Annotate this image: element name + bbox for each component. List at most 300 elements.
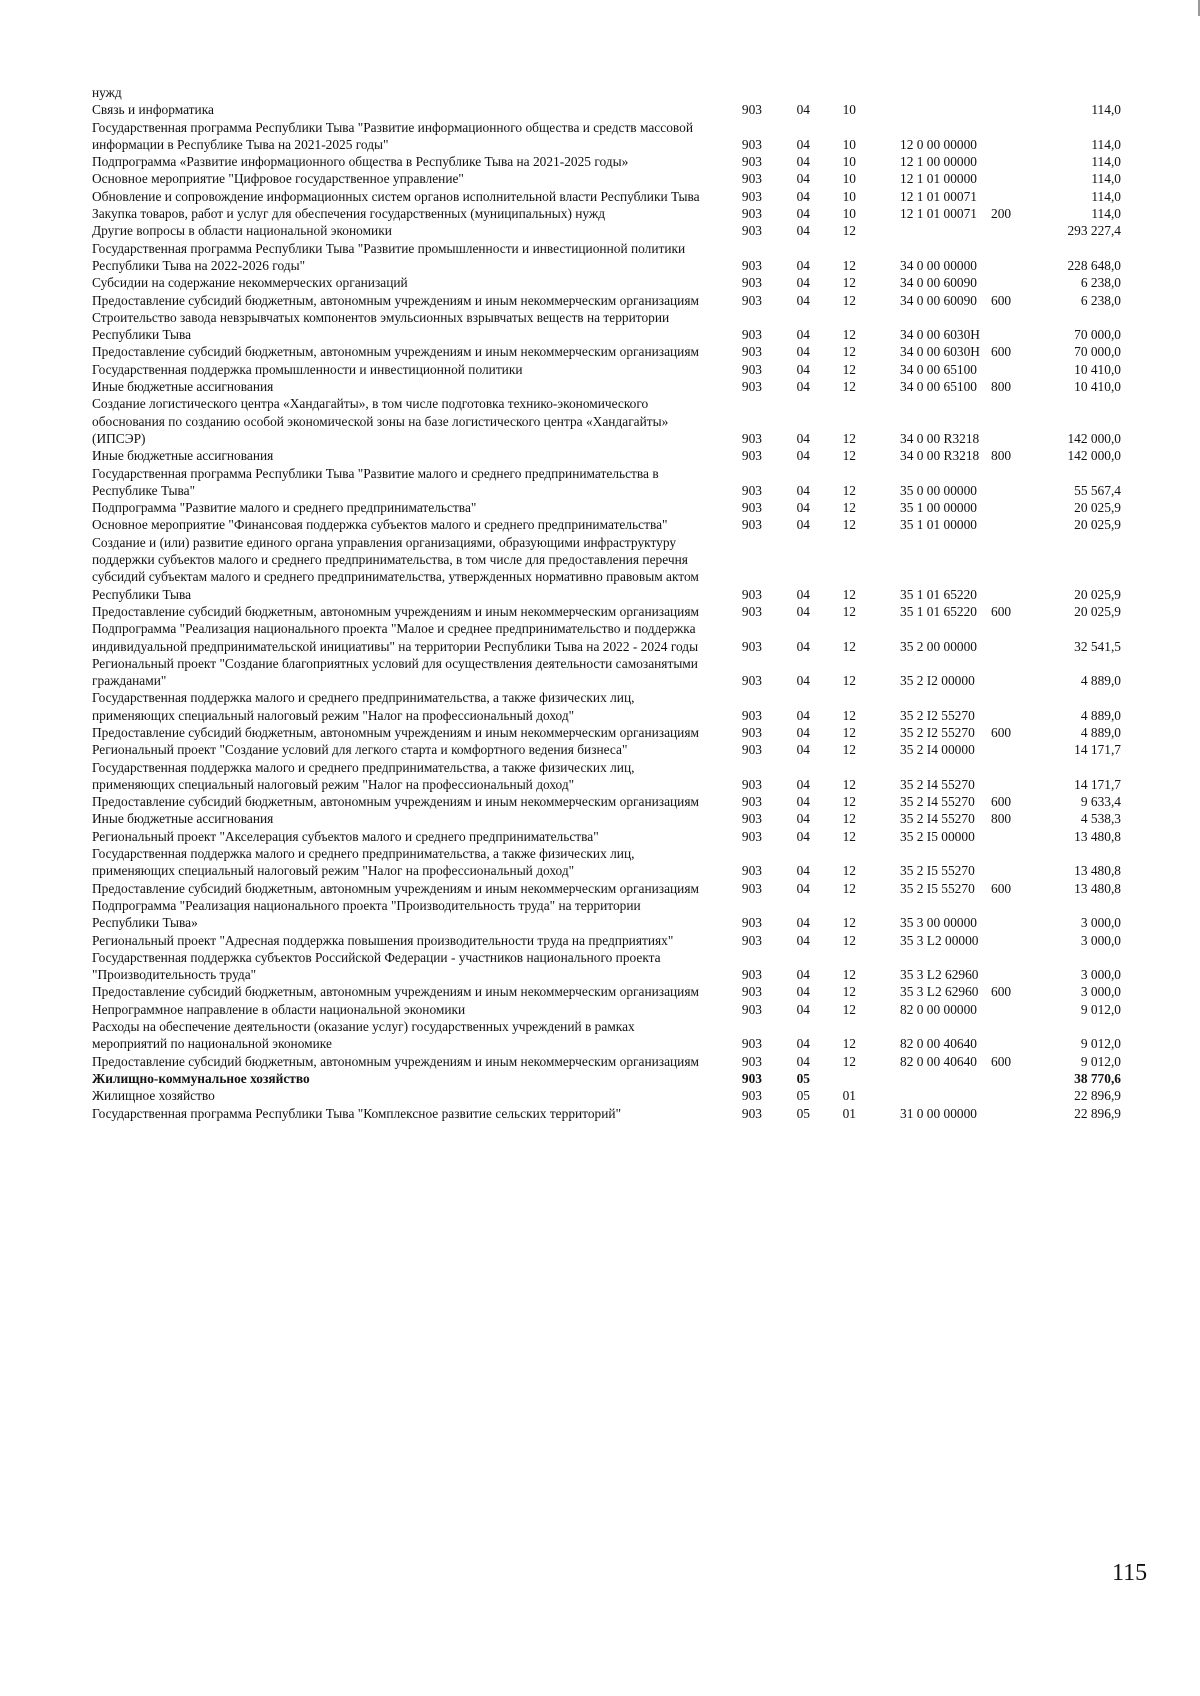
table-row	[92, 499, 1132, 516]
row-target-article: 35 3 00 00000	[900, 915, 977, 931]
row-amount: 13 480,8	[1074, 880, 1121, 896]
row-subsection-code: 12	[842, 811, 856, 827]
row-target-article: 35 2 I5 55270	[900, 880, 975, 896]
table-row	[92, 983, 1132, 1000]
row-expense-type: 600	[991, 603, 1012, 619]
row-expense-type: 800	[991, 379, 1012, 395]
row-section-code: 04	[796, 828, 810, 844]
row-section-code: 04	[796, 275, 810, 291]
row-section-code: 04	[796, 344, 810, 360]
row-section-code: 04	[796, 967, 810, 983]
table-row	[92, 1001, 1132, 1018]
row-name: Строительство завода невзрывчатых компонентов эмульсионных взрывчатых веществ на территории Республики Тыва	[92, 309, 670, 343]
row-name: Предоставление субсидий бюджетным, автономным учреждениям и иным некоммерческим организациям	[92, 724, 699, 740]
row-expense-type: 600	[991, 724, 1012, 740]
row-name: Предоставление субсидий бюджетным, автономным учреждениям и иным некоммерческим организациям	[92, 603, 699, 619]
table-row	[92, 793, 1132, 810]
row-section-code: 04	[796, 984, 810, 1000]
row-name: Основное мероприятие "Цифровое государственное управление"	[92, 171, 464, 187]
row-amount: 70 000,0	[1074, 344, 1121, 360]
row-target-article: 35 1 00 00000	[900, 500, 977, 516]
row-grbs-code: 903	[741, 275, 762, 291]
row-section-code: 04	[796, 811, 810, 827]
row-subsection-code: 12	[842, 932, 856, 948]
row-subsection-code: 10	[842, 136, 856, 152]
table-row	[92, 447, 1132, 464]
table-row	[92, 828, 1132, 845]
row-section-code: 04	[796, 136, 810, 152]
row-section-code: 04	[796, 707, 810, 723]
row-name: Государственная программа Республики Тыва "Комплексное развитие сельских территорий"	[92, 1105, 622, 1121]
row-grbs-code: 903	[741, 223, 762, 239]
row-subsection-code: 12	[842, 603, 856, 619]
row-subsection-code: 12	[842, 828, 856, 844]
row-subsection-code: 12	[842, 517, 856, 533]
row-expense-type: 600	[991, 1053, 1012, 1069]
table-row	[92, 309, 1132, 344]
row-amount: 9 633,4	[1080, 794, 1121, 810]
row-section-code: 04	[796, 361, 810, 377]
row-name: Государственная поддержка малого и среднего предпринимательства, а также физических лиц, применяющих специальный налоговый режим "Налог на профессиональный доход"	[92, 690, 635, 723]
row-amount: 9 012,0	[1080, 1036, 1121, 1052]
row-name: Предоставление субсидий бюджетным, автономным учреждениям и иным некоммерческим организациям	[92, 984, 699, 1000]
table-row	[92, 759, 1132, 794]
row-target-article: 35 3 L2 00000	[900, 932, 979, 948]
row-section-code: 04	[796, 1053, 810, 1069]
row-section-code: 04	[796, 932, 810, 948]
row-amount: 114,0	[1091, 188, 1121, 204]
row-section-code: 04	[796, 915, 810, 931]
row-amount: 6 238,0	[1080, 292, 1121, 308]
row-target-article: 34 0 00 R3218	[900, 430, 980, 446]
row-amount: 10 410,0	[1074, 361, 1121, 377]
row-target-article: 34 0 00 6030Н	[900, 344, 980, 360]
row-subsection-code: 10	[842, 102, 856, 118]
row-name: Предоставление субсидий бюджетным, автономным учреждениям и иным некоммерческим организациям	[92, 292, 699, 308]
row-name: Жилищное хозяйство	[92, 1088, 215, 1104]
row-expense-type: 800	[991, 811, 1012, 827]
table-row	[92, 465, 1132, 500]
row-grbs-code: 903	[741, 430, 762, 446]
row-grbs-code: 903	[741, 482, 762, 498]
row-subsection-code: 12	[842, 448, 856, 464]
row-target-article: 12 1 01 00000	[900, 171, 977, 187]
row-expense-type: 200	[991, 206, 1012, 222]
row-subsection-code: 12	[842, 984, 856, 1000]
row-target-article: 82 0 00 00000	[900, 1001, 977, 1017]
row-subsection-code: 12	[842, 275, 856, 291]
row-amount: 114,0	[1091, 154, 1121, 170]
table-row	[92, 274, 1132, 291]
row-section-code: 04	[796, 517, 810, 533]
table-row	[92, 188, 1132, 205]
table-row	[92, 378, 1132, 395]
row-section-code: 04	[796, 794, 810, 810]
row-target-article: 12 1 01 00071	[900, 188, 977, 204]
row-amount: 22 896,9	[1074, 1105, 1121, 1121]
table-row	[92, 655, 1132, 690]
row-amount: 13 480,8	[1074, 828, 1121, 844]
row-section-code: 04	[796, 776, 810, 792]
budget-table	[92, 84, 1132, 1122]
row-target-article: 35 2 I2 55270	[900, 724, 975, 740]
row-grbs-code: 903	[741, 1105, 762, 1121]
row-subsection-code: 12	[842, 379, 856, 395]
row-name: Жилищно-коммунальное хозяйство	[92, 1070, 310, 1086]
table-row	[92, 395, 1132, 447]
row-subsection-code: 01	[842, 1105, 856, 1121]
row-section-code: 04	[796, 500, 810, 516]
row-grbs-code: 903	[741, 171, 762, 187]
row-subsection-code: 10	[842, 206, 856, 222]
row-target-article: 34 0 00 65100	[900, 379, 977, 395]
row-grbs-code: 903	[741, 188, 762, 204]
row-amount: 142 000,0	[1067, 430, 1121, 446]
row-section-code: 05	[796, 1105, 810, 1121]
row-grbs-code: 903	[741, 811, 762, 827]
row-grbs-code: 903	[741, 1088, 762, 1104]
row-name: Государственная поддержка промышленности и инвестиционной политики	[92, 361, 523, 377]
row-amount: 14 171,7	[1074, 742, 1121, 758]
row-name: нужд	[92, 85, 122, 100]
row-section-code: 04	[796, 102, 810, 118]
row-section-code: 04	[796, 257, 810, 273]
row-target-article: 35 3 L2 62960	[900, 984, 979, 1000]
row-amount: 38 770,6	[1074, 1070, 1121, 1086]
table-row	[92, 170, 1132, 187]
row-section-code: 04	[796, 1001, 810, 1017]
row-name: Иные бюджетные ассигнования	[92, 379, 274, 395]
row-subsection-code: 01	[842, 1088, 856, 1104]
row-target-article: 82 0 00 40640	[900, 1053, 977, 1069]
row-grbs-code: 903	[741, 586, 762, 602]
row-amount: 3 000,0	[1080, 967, 1121, 983]
row-target-article: 35 2 I4 00000	[900, 742, 975, 758]
table-row	[92, 932, 1132, 949]
row-grbs-code: 903	[741, 257, 762, 273]
table-row	[92, 1018, 1132, 1053]
table-row	[92, 620, 1132, 655]
row-amount: 114,0	[1091, 206, 1121, 222]
row-target-article: 34 0 00 00000	[900, 257, 977, 273]
row-amount: 20 025,9	[1074, 500, 1121, 516]
row-section-code: 04	[796, 188, 810, 204]
row-target-article: 35 2 I5 00000	[900, 828, 975, 844]
table-row	[92, 689, 1132, 724]
row-grbs-code: 903	[741, 1036, 762, 1052]
row-subsection-code: 12	[842, 638, 856, 654]
row-target-article: 35 1 01 65220	[900, 586, 977, 602]
row-subsection-code: 12	[842, 430, 856, 446]
row-section-code: 04	[796, 742, 810, 758]
row-target-article: 35 2 I4 55270	[900, 776, 975, 792]
row-target-article: 35 3 L2 62960	[900, 967, 979, 983]
row-section-code: 04	[796, 863, 810, 879]
row-section-code: 04	[796, 638, 810, 654]
row-name: Расходы на обеспечение деятельности (оказание услуг) государственных учреждений в рамках мероприятий по национальной экономике	[92, 1019, 635, 1052]
row-amount: 3 000,0	[1080, 932, 1121, 948]
row-amount: 55 567,4	[1074, 482, 1121, 498]
row-target-article: 12 1 00 00000	[900, 154, 977, 170]
row-section-code: 05	[796, 1088, 810, 1104]
row-name: Государственная программа Республики Тыва "Развитие малого и среднего предпринимательства в Республике Тыва"	[92, 465, 659, 498]
row-grbs-code: 903	[741, 361, 762, 377]
row-amount: 6 238,0	[1080, 275, 1121, 291]
table-row	[92, 205, 1132, 222]
row-amount: 142 000,0	[1067, 448, 1121, 464]
row-name: Государственная поддержка малого и среднего предпринимательства, а также физических лиц, применяющих специальный налоговый режим "Налог на профессиональный доход"	[92, 846, 635, 879]
row-target-article: 34 0 00 65100	[900, 361, 977, 377]
row-subsection-code: 12	[842, 967, 856, 983]
row-amount: 9 012,0	[1080, 1001, 1121, 1017]
row-section-code: 04	[796, 379, 810, 395]
row-name: Закупка товаров, работ и услуг для обеспечения государственных (муниципальных) нужд	[92, 206, 606, 222]
row-subsection-code: 12	[842, 223, 856, 239]
row-subsection-code: 12	[842, 742, 856, 758]
row-amount: 20 025,9	[1074, 517, 1121, 533]
row-subsection-code: 12	[842, 1053, 856, 1069]
row-target-article: 35 2 I5 55270	[900, 863, 975, 879]
row-section-code: 04	[796, 880, 810, 896]
row-subsection-code: 12	[842, 707, 856, 723]
row-amount: 32 541,5	[1074, 638, 1121, 654]
row-target-article: 31 0 00 00000	[900, 1105, 977, 1121]
row-section-code: 04	[796, 206, 810, 222]
row-amount: 20 025,9	[1074, 603, 1121, 619]
table-row	[92, 534, 1132, 603]
row-name: Создание логистического центра «Хандагайты», в том числе подготовка технико-экономического обоснования по созданию особой экономической зоны на базе логистического центра «Хандагайты» (ИПСЭР)	[92, 396, 669, 446]
row-amount: 4 889,0	[1080, 724, 1121, 740]
table-row	[92, 153, 1132, 170]
row-target-article: 12 1 01 00071	[900, 206, 977, 222]
row-name: Обновление и сопровождение информационных систем органов исполнительной власти Республики Тыва	[92, 188, 700, 204]
row-section-code: 04	[796, 724, 810, 740]
row-subsection-code: 10	[842, 154, 856, 170]
row-subsection-code: 12	[842, 257, 856, 273]
row-name: Непрограммное направление в области национальной экономики	[92, 1001, 466, 1017]
row-amount: 4 538,3	[1080, 811, 1121, 827]
row-section-code: 04	[796, 586, 810, 602]
row-section-code: 04	[796, 292, 810, 308]
table-row	[92, 1070, 1132, 1087]
row-name: Подпрограмма "Реализация национального проекта "Производительность труда" на территории Республики Тыва»	[92, 897, 641, 931]
table-row	[92, 897, 1132, 932]
table-row	[92, 880, 1132, 897]
row-grbs-code: 903	[741, 673, 762, 689]
row-name: Региональный проект "Адресная поддержка повышения производительности труда на предприятиях"	[92, 932, 674, 948]
row-grbs-code: 903	[741, 292, 762, 308]
row-target-article: 34 0 00 60090	[900, 292, 977, 308]
row-subsection-code: 12	[842, 586, 856, 602]
row-subsection-code: 12	[842, 344, 856, 360]
row-name: Подпрограмма "Реализация национального проекта "Малое и среднее предпринимательство и поддержка индивидуальной предпринимательской инициативы" на территории Республики Тыва на 2022 - 2024 годы	[92, 621, 699, 654]
row-amount: 3 000,0	[1080, 915, 1121, 931]
row-amount: 114,0	[1091, 102, 1121, 118]
row-expense-type: 600	[991, 794, 1012, 810]
table-row	[92, 949, 1132, 984]
row-section-code: 04	[796, 448, 810, 464]
row-grbs-code: 903	[741, 448, 762, 464]
row-amount: 20 025,9	[1074, 586, 1121, 602]
row-amount: 3 000,0	[1080, 984, 1121, 1000]
row-subsection-code: 12	[842, 724, 856, 740]
row-subsection-code: 10	[842, 188, 856, 204]
row-target-article: 35 1 01 00000	[900, 517, 977, 533]
row-grbs-code: 903	[741, 1070, 762, 1086]
row-grbs-code: 903	[741, 742, 762, 758]
row-grbs-code: 903	[741, 1053, 762, 1069]
row-subsection-code: 12	[842, 673, 856, 689]
row-target-article: 34 0 00 R3218	[900, 448, 980, 464]
table-row	[92, 1053, 1132, 1070]
row-subsection-code: 10	[842, 171, 856, 187]
table-row	[92, 222, 1132, 239]
table-row	[92, 101, 1132, 118]
row-amount: 14 171,7	[1074, 776, 1121, 792]
row-expense-type: 600	[991, 984, 1012, 1000]
row-name: Другие вопросы в области национальной экономики	[92, 223, 392, 239]
row-name: Государственная программа Республики Тыва "Развитие информационного общества и средств массовой информации в Республике Тыва на 2021-2025 годы"	[92, 119, 693, 152]
row-amount: 10 410,0	[1074, 379, 1121, 395]
row-name: Создание и (или) развитие единого органа управления организациями, образующими инфраструктуру поддержки субъектов малого и среднего предпринимательства, в том числе для предоставления перечня субсидий субъектам малого и среднего предпринимательства, утвержденных нормативно правовым актом Республики Тыва	[92, 534, 699, 602]
table-row	[92, 343, 1132, 360]
row-amount: 4 889,0	[1080, 673, 1121, 689]
table-row	[92, 119, 1132, 154]
row-grbs-code: 903	[741, 500, 762, 516]
row-grbs-code: 903	[741, 776, 762, 792]
row-name: Подпрограмма "Развитие малого и среднего предпринимательства"	[92, 500, 477, 516]
row-expense-type: 600	[991, 880, 1012, 896]
row-amount: 114,0	[1091, 171, 1121, 187]
row-grbs-code: 903	[741, 102, 762, 118]
row-target-article: 35 2 I4 55270	[900, 811, 975, 827]
row-name: Предоставление субсидий бюджетным, автономным учреждениям и иным некоммерческим организациям	[92, 880, 699, 896]
table-row	[92, 292, 1132, 309]
row-grbs-code: 903	[741, 327, 762, 343]
row-subsection-code: 12	[842, 863, 856, 879]
row-name: Основное мероприятие "Финансовая поддержка субъектов малого и среднего предпринимательства"	[92, 517, 668, 533]
row-grbs-code: 903	[741, 1001, 762, 1017]
row-grbs-code: 903	[741, 154, 762, 170]
row-subsection-code: 12	[842, 500, 856, 516]
row-grbs-code: 903	[741, 379, 762, 395]
row-expense-type: 600	[991, 344, 1012, 360]
row-grbs-code: 903	[741, 344, 762, 360]
row-amount: 228 648,0	[1067, 257, 1121, 273]
row-section-code: 05	[796, 1070, 810, 1086]
table-row	[92, 240, 1132, 275]
row-subsection-code: 12	[842, 361, 856, 377]
row-subsection-code: 12	[842, 776, 856, 792]
row-grbs-code: 903	[741, 880, 762, 896]
row-expense-type: 800	[991, 448, 1012, 464]
row-target-article: 35 2 I2 00000	[900, 673, 975, 689]
row-amount: 114,0	[1091, 136, 1121, 152]
row-amount: 22 896,9	[1074, 1088, 1121, 1104]
row-grbs-code: 903	[741, 828, 762, 844]
row-subsection-code: 12	[842, 1036, 856, 1052]
table-row	[92, 1105, 1132, 1122]
row-subsection-code: 12	[842, 1001, 856, 1017]
row-grbs-code: 903	[741, 638, 762, 654]
row-section-code: 04	[796, 327, 810, 343]
row-target-article: 82 0 00 40640	[900, 1036, 977, 1052]
row-subsection-code: 12	[842, 880, 856, 896]
table-row	[92, 516, 1132, 533]
row-target-article: 35 2 00 00000	[900, 638, 977, 654]
table-row	[92, 603, 1132, 620]
row-subsection-code: 12	[842, 327, 856, 343]
table-row	[92, 810, 1132, 827]
row-grbs-code: 903	[741, 863, 762, 879]
row-grbs-code: 903	[741, 206, 762, 222]
row-section-code: 04	[796, 154, 810, 170]
row-amount: 13 480,8	[1074, 863, 1121, 879]
table-row	[92, 724, 1132, 741]
row-target-article: 35 2 I2 55270	[900, 707, 975, 723]
row-subsection-code: 12	[842, 482, 856, 498]
row-name: Государственная программа Республики Тыва "Развитие промышленности и инвестиционной политики Республики Тыва на 2022-2026 годы"	[92, 240, 686, 273]
row-subsection-code: 12	[842, 915, 856, 931]
row-grbs-code: 903	[741, 136, 762, 152]
row-name: Иные бюджетные ассигнования	[92, 448, 274, 464]
table-row	[92, 1087, 1132, 1104]
row-section-code: 04	[796, 603, 810, 619]
row-target-article: 12 0 00 00000	[900, 136, 977, 152]
row-target-article: 34 0 00 60090	[900, 275, 977, 291]
page-number: 115	[1112, 1560, 1148, 1586]
row-target-article: 35 1 01 65220	[900, 603, 977, 619]
row-section-code: 04	[796, 223, 810, 239]
row-name: Иные бюджетные ассигнования	[92, 811, 274, 827]
row-name: Связь и информатика	[92, 102, 214, 118]
table-row	[92, 84, 1132, 101]
row-name: Предоставление субсидий бюджетным, автономным учреждениям и иным некоммерческим организациям	[92, 1053, 699, 1069]
row-name: Региональный проект "Акселерация субъектов малого и среднего предпринимательства"	[92, 828, 599, 844]
row-name: Подпрограмма «Развитие информационного общества в Республике Тыва на 2021-2025 годы»	[92, 154, 629, 170]
row-section-code: 04	[796, 171, 810, 187]
row-amount: 9 012,0	[1080, 1053, 1121, 1069]
row-target-article: 35 0 00 00000	[900, 482, 977, 498]
row-name: Предоставление субсидий бюджетным, автономным учреждениям и иным некоммерческим организациям	[92, 794, 699, 810]
row-section-code: 04	[796, 1036, 810, 1052]
row-amount: 4 889,0	[1080, 707, 1121, 723]
row-expense-type: 600	[991, 292, 1012, 308]
row-grbs-code: 903	[741, 603, 762, 619]
row-grbs-code: 903	[741, 794, 762, 810]
row-section-code: 04	[796, 430, 810, 446]
table-row	[92, 361, 1132, 378]
row-amount: 293 227,4	[1067, 223, 1121, 239]
row-grbs-code: 903	[741, 707, 762, 723]
row-name: Государственная поддержка малого и среднего предпринимательства, а также физических лиц, применяющих специальный налоговый режим "Налог на профессиональный доход"	[92, 759, 635, 792]
table-row	[92, 741, 1132, 758]
table-row	[92, 845, 1132, 880]
row-name: Субсидии на содержание некоммерческих организаций	[92, 275, 408, 291]
row-section-code: 04	[796, 482, 810, 498]
row-grbs-code: 903	[741, 915, 762, 931]
row-section-code: 04	[796, 673, 810, 689]
row-grbs-code: 903	[741, 967, 762, 983]
row-subsection-code: 12	[842, 292, 856, 308]
row-name: Региональный проект "Создание условий для легкого старта и комфортного ведения бизнеса"	[92, 742, 628, 758]
row-target-article: 35 2 I4 55270	[900, 794, 975, 810]
row-grbs-code: 903	[741, 932, 762, 948]
row-name: Предоставление субсидий бюджетным, автономным учреждениям и иным некоммерческим организациям	[92, 344, 699, 360]
row-grbs-code: 903	[741, 984, 762, 1000]
row-subsection-code: 12	[842, 794, 856, 810]
row-target-article: 34 0 00 6030Н	[900, 327, 980, 343]
